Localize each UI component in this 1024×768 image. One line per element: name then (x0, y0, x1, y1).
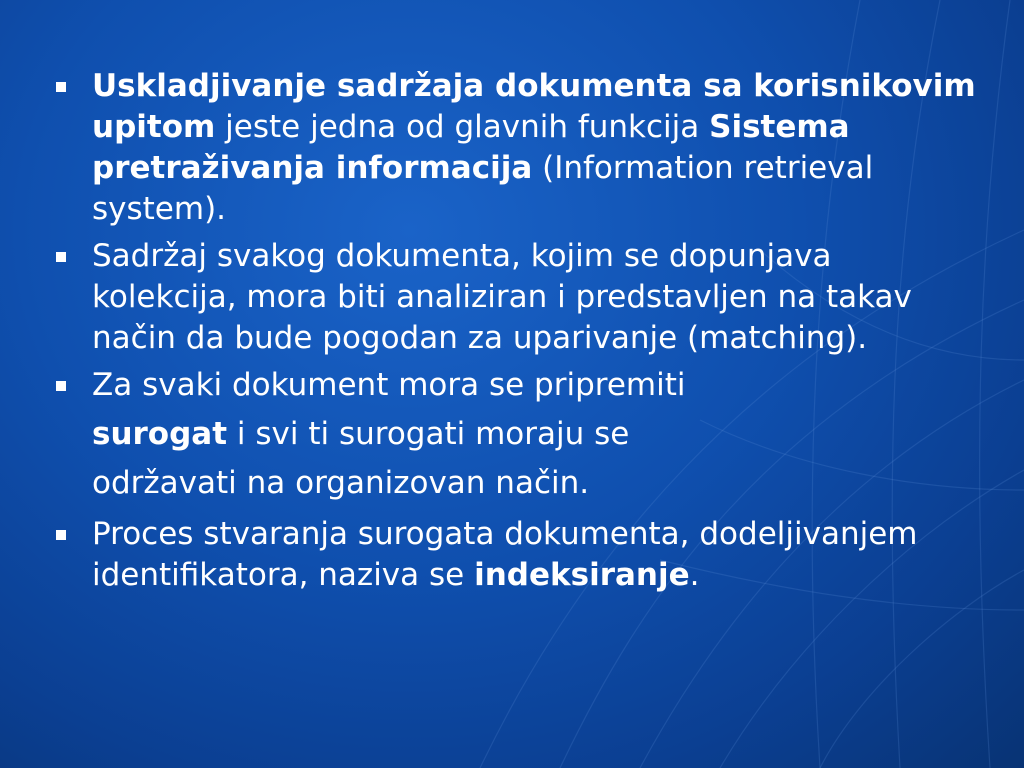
bullet-item-1 (52, 66, 982, 230)
bullet-1-bold-2: Sistema pretraživanja informacija (92, 109, 850, 186)
square-bullet-icon (56, 82, 66, 92)
bullet-4-bold-1: indeksiranje (474, 557, 690, 593)
bullet-1-bold-1: Uskladjivanje sadržaja dokumenta sa korisnikovim upitom (92, 68, 976, 145)
bullet-3-text-1: Za svaki dokument mora se pripremiti (92, 367, 686, 403)
slide-body (52, 66, 982, 602)
bullet-item-3 (52, 361, 982, 508)
square-bullet-icon (56, 381, 66, 391)
bullet-1-text-1: jeste jedna od glavnih funkcija (215, 109, 710, 145)
bullet-4-text-2: . (689, 557, 700, 593)
bullet-3-text-3: održavati na organizovan način. (92, 465, 590, 501)
bullet-item-4 (52, 514, 982, 596)
bullet-item-2 (52, 236, 982, 359)
bullet-2-text: Sadržaj svakog dokumenta, kojim se dopunjava kolekcija, mora biti analiziran i predstavljen na takav način da bude pogodan za uparivanje (matching). (92, 238, 912, 356)
bullet-1-text-2: (Information retrieval system). (92, 150, 874, 227)
bullet-list (52, 66, 982, 596)
bullet-3-bold-1: surogat (92, 416, 228, 452)
bullet-4-text-1: Proces stvaranja surogata dokumenta, dodeljivanjem identifikatora, naziva se (92, 516, 918, 593)
bullet-3-text-2: i svi ti surogati moraju se (227, 416, 630, 452)
square-bullet-icon (56, 530, 66, 540)
square-bullet-icon (56, 252, 66, 262)
